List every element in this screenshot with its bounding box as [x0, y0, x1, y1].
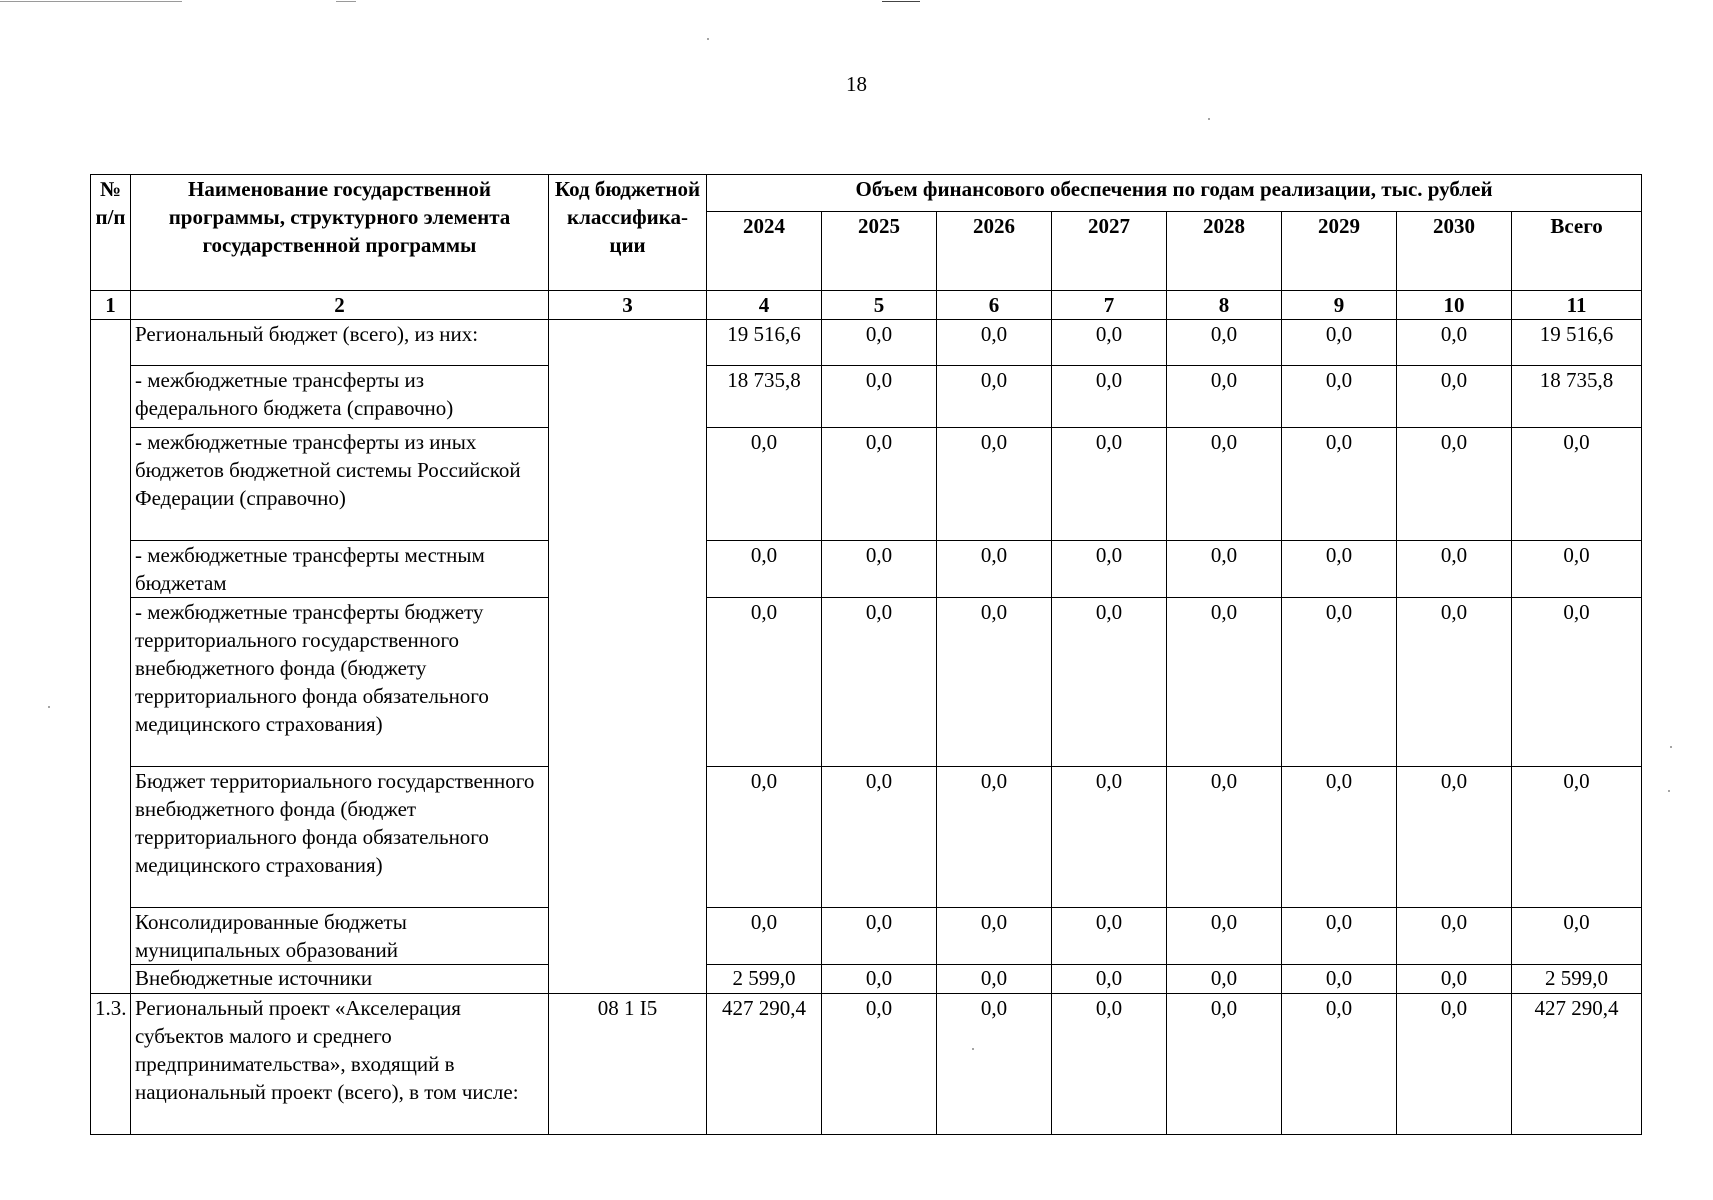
header-year: 2028 [1167, 212, 1282, 291]
scan-artifact-line [336, 1, 356, 2]
value-cell: 0,0 [1052, 994, 1167, 1135]
value-cell: 0,0 [1167, 908, 1282, 965]
header-year: 2026 [937, 212, 1052, 291]
table-row-other-budget-transfers [91, 428, 1642, 541]
column-number: 8 [1167, 291, 1282, 320]
value-cell: 18 735,8 [1512, 366, 1642, 428]
column-number: 5 [822, 291, 937, 320]
value-cell: 0,0 [1282, 767, 1397, 908]
header-year: 2030 [1397, 212, 1512, 291]
row-index-cell: 1.3. [91, 994, 131, 1135]
value-cell: 0,0 [822, 767, 937, 908]
row-name: - межбюджетные трансферты из иных бюджетов бюджетной системы Российской Федерации (справочно) [131, 428, 549, 541]
value-cell: 0,0 [707, 598, 822, 767]
scan-speck [1670, 746, 1672, 748]
scan-artifact-line [882, 1, 920, 2]
value-cell: 0,0 [1167, 965, 1282, 994]
value-cell: 0,0 [1282, 366, 1397, 428]
value-cell: 0,0 [1282, 908, 1397, 965]
value-cell: 0,0 [707, 428, 822, 541]
column-number: 9 [1282, 291, 1397, 320]
value-cell: 0,0 [937, 541, 1052, 598]
value-cell: 0,0 [937, 320, 1052, 366]
value-cell: 0,0 [822, 541, 937, 598]
row-name: Консолидированные бюджеты муниципальных образований [131, 908, 549, 965]
row-name: Внебюджетные источники [131, 965, 549, 994]
row-index-cell [91, 320, 131, 994]
value-cell: 0,0 [1052, 767, 1167, 908]
table-row-federal-transfers [91, 366, 1642, 428]
value-cell: 0,0 [1512, 908, 1642, 965]
header-year: 2025 [822, 212, 937, 291]
value-cell: 0,0 [1167, 994, 1282, 1135]
value-cell: 0,0 [707, 767, 822, 908]
column-number: 7 [1052, 291, 1167, 320]
value-cell: 0,0 [822, 965, 937, 994]
row-name: Региональный проект «Акселерация субъектов малого и среднего предпринимательства», входящий в национальный проект (всего), в том числе: [131, 994, 549, 1135]
value-cell: 0,0 [937, 994, 1052, 1135]
table-row-regional-budget [91, 320, 1642, 366]
value-cell: 0,0 [1397, 994, 1512, 1135]
value-cell: 2 599,0 [1512, 965, 1642, 994]
value-cell: 427 290,4 [707, 994, 822, 1135]
page-number: 18 [846, 72, 867, 96]
value-cell: 0,0 [707, 908, 822, 965]
value-cell: 0,0 [1167, 541, 1282, 598]
value-cell: 0,0 [1512, 598, 1642, 767]
value-cell: 2 599,0 [707, 965, 822, 994]
value-cell: 0,0 [1052, 366, 1167, 428]
value-cell: 0,0 [822, 366, 937, 428]
table-row-local-transfers [91, 541, 1642, 598]
value-cell: 0,0 [822, 428, 937, 541]
value-cell: 0,0 [1052, 965, 1167, 994]
header-funding-group: Объем финансового обеспечения по годам реализации, тыс. рублей [707, 175, 1642, 212]
header-year: 2024 [707, 212, 822, 291]
column-number-row [91, 291, 1642, 320]
value-cell: 0,0 [1282, 965, 1397, 994]
value-cell: 0,0 [1397, 366, 1512, 428]
column-number: 1 [91, 291, 131, 320]
header-name: Наименование государственной программы, структурного элемента государственной программы [131, 175, 549, 291]
value-cell: 0,0 [1397, 428, 1512, 541]
row-name: - межбюджетные трансферты бюджету территориального государственного внебюджетного фонда (бюджету территориального фонда обязательного медицинского страхования) [131, 598, 549, 767]
value-cell: 19 516,6 [707, 320, 822, 366]
header-code: Код бюджетной классифика-ции [549, 175, 707, 291]
value-cell: 0,0 [822, 598, 937, 767]
scan-speck [1208, 118, 1210, 120]
value-cell: 0,0 [1282, 320, 1397, 366]
value-cell: 0,0 [1052, 598, 1167, 767]
table-row-municipal-budgets [91, 908, 1642, 965]
value-cell: 427 290,4 [1512, 994, 1642, 1135]
header-row [91, 175, 1642, 212]
header-total: Всего [1512, 212, 1642, 291]
row-code-cell: 08 1 I5 [549, 994, 707, 1135]
value-cell: 0,0 [1512, 541, 1642, 598]
row-name: - межбюджетные трансферты из федерального бюджета (справочно) [131, 366, 549, 428]
value-cell: 0,0 [1167, 767, 1282, 908]
value-cell: 0,0 [1282, 994, 1397, 1135]
value-cell: 0,0 [1052, 320, 1167, 366]
value-cell: 0,0 [937, 767, 1052, 908]
column-number: 3 [549, 291, 707, 320]
value-cell: 0,0 [1397, 598, 1512, 767]
header-year: 2027 [1052, 212, 1167, 291]
column-number: 4 [707, 291, 822, 320]
table-row-fund-budget [91, 767, 1642, 908]
header-year: 2029 [1282, 212, 1397, 291]
table-row-fund-transfers [91, 598, 1642, 767]
column-number: 11 [1512, 291, 1642, 320]
value-cell: 0,0 [1052, 908, 1167, 965]
value-cell: 0,0 [1167, 366, 1282, 428]
value-cell: 0,0 [822, 320, 937, 366]
value-cell: 0,0 [1397, 965, 1512, 994]
value-cell: 0,0 [822, 994, 937, 1135]
table-row-extrabudgetary [91, 965, 1642, 994]
header-index: № п/п [91, 175, 131, 291]
value-cell: 0,0 [1397, 908, 1512, 965]
value-cell: 0,0 [707, 541, 822, 598]
value-cell: 0,0 [822, 908, 937, 965]
column-number: 6 [937, 291, 1052, 320]
value-cell: 0,0 [937, 598, 1052, 767]
value-cell: 0,0 [1512, 767, 1642, 908]
value-cell: 0,0 [1282, 428, 1397, 541]
scan-artifact-line [0, 1, 182, 2]
row-name: - межбюджетные трансферты местным бюджетам [131, 541, 549, 598]
value-cell: 18 735,8 [707, 366, 822, 428]
column-number: 2 [131, 291, 549, 320]
value-cell: 0,0 [937, 366, 1052, 428]
value-cell: 0,0 [1282, 541, 1397, 598]
table-row-regional-project [91, 994, 1642, 1135]
row-code-cell [549, 320, 707, 994]
value-cell: 0,0 [937, 428, 1052, 541]
scan-speck [1668, 790, 1670, 792]
value-cell: 0,0 [1052, 428, 1167, 541]
value-cell: 19 516,6 [1512, 320, 1642, 366]
column-number: 10 [1397, 291, 1512, 320]
funding-table [90, 174, 1642, 1135]
value-cell: 0,0 [937, 908, 1052, 965]
value-cell: 0,0 [1397, 767, 1512, 908]
value-cell: 0,0 [1167, 320, 1282, 366]
value-cell: 0,0 [1512, 428, 1642, 541]
scan-speck [707, 38, 709, 40]
row-name: Бюджет территориального государственного внебюджетного фонда (бюджет территориального фонда обязательного медицинского страхования) [131, 767, 549, 908]
row-name: Региональный бюджет (всего), из них: [131, 320, 549, 366]
value-cell: 0,0 [1052, 541, 1167, 598]
value-cell: 0,0 [1282, 598, 1397, 767]
value-cell: 0,0 [1167, 598, 1282, 767]
value-cell: 0,0 [937, 965, 1052, 994]
value-cell: 0,0 [1397, 320, 1512, 366]
value-cell: 0,0 [1397, 541, 1512, 598]
scan-speck [48, 706, 50, 708]
value-cell: 0,0 [1167, 428, 1282, 541]
